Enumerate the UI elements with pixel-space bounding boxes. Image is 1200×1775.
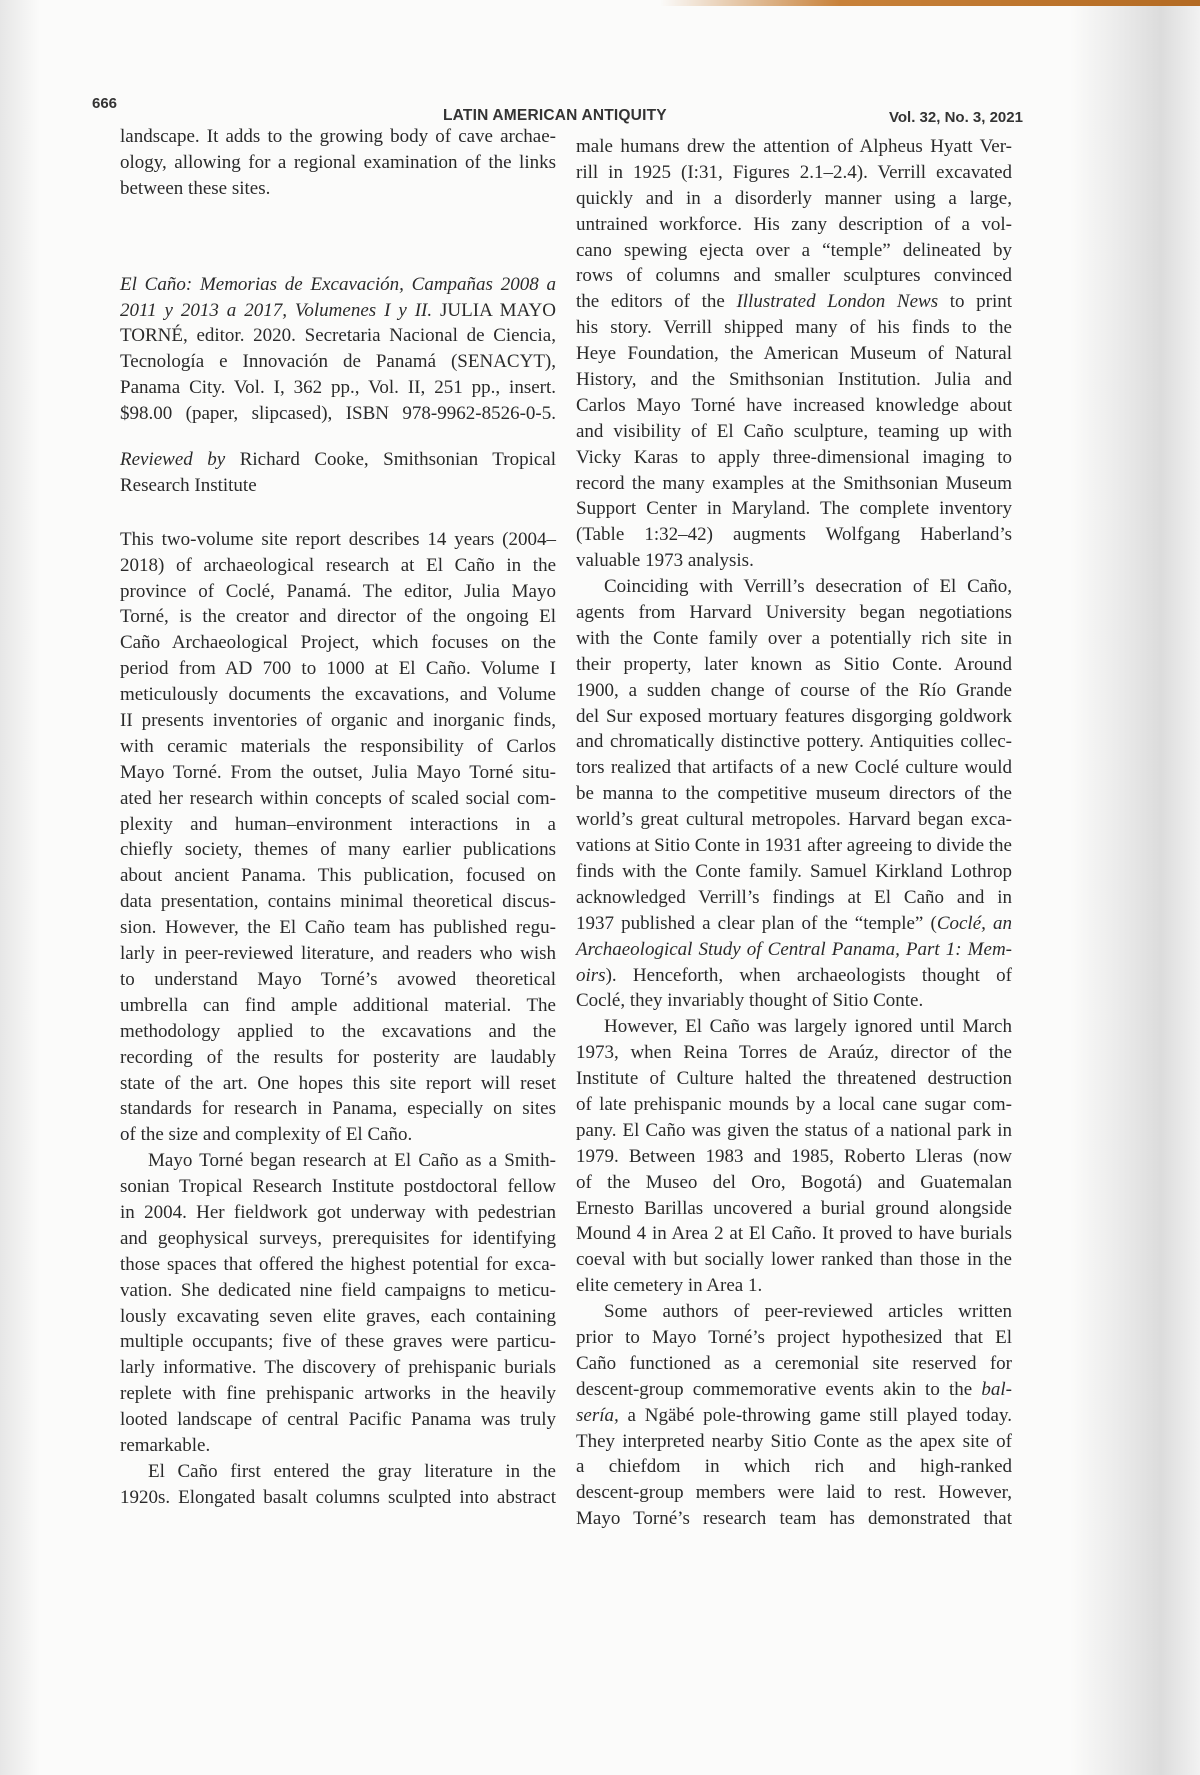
text-line: 1900, a sudden change of course of the Río Grande bbox=[576, 679, 1012, 701]
body-paragraph bbox=[576, 134, 1012, 574]
text-line: recording of the results for posterity are laudably bbox=[120, 1046, 556, 1068]
text-line: larly in peer-reviewed literature, and readers who wish bbox=[120, 943, 556, 965]
continuation-paragraph bbox=[120, 124, 556, 202]
text-line: methodology applied to the excavations and the bbox=[120, 1020, 556, 1042]
reviewer-byline bbox=[120, 447, 556, 499]
reviewer-line bbox=[120, 447, 556, 473]
page-top-edge bbox=[0, 0, 1200, 6]
text-line bbox=[576, 937, 1012, 963]
right-column bbox=[576, 134, 1012, 1532]
text-line: those spaces that offered the highest potential for exca- bbox=[120, 1253, 556, 1275]
text-line: quickly and in a disorderly manner using a large, bbox=[576, 187, 1012, 209]
reviewer-name: Richard Cooke, Smithsonian Tropical bbox=[225, 449, 556, 471]
text-line: El Caño first entered the gray literature in the bbox=[148, 1460, 556, 1482]
page-edge-shadow-left bbox=[0, 0, 40, 1775]
journal-title: LATIN AMERICAN ANTIQUITY bbox=[443, 107, 667, 124]
text-line: in 2004. Her fieldwork got underway with pedestrian bbox=[120, 1201, 556, 1223]
text-span: the editors of the bbox=[576, 291, 737, 313]
text-span: to print bbox=[938, 291, 1013, 313]
text-line: period from AD 700 to 1000 at El Caño. Volume I bbox=[120, 658, 556, 680]
text-span: a Ngäbé pole-throwing game still played today. bbox=[618, 1404, 1012, 1426]
text-line: prior to Mayo Torné’s project hypothesized that El bbox=[576, 1326, 1012, 1348]
text-line: Coinciding with Verrill’s desecration of El Caño, bbox=[604, 576, 1012, 598]
text-line: II presents inventories of organic and inorganic finds, bbox=[120, 710, 556, 732]
text-line: standards for research in Panama, especially on sites bbox=[120, 1098, 556, 1120]
text-line: pany. El Caño was given the status of a national park in bbox=[576, 1119, 1012, 1141]
foreign-term: sería, bbox=[576, 1404, 619, 1426]
text-line: Caño Archaeological Project, which focuses on the bbox=[120, 632, 556, 654]
text-line bbox=[576, 1377, 1012, 1403]
text-line: about ancient Panama. This publication, focused on bbox=[120, 865, 556, 887]
text-line: However, El Caño was largely ignored until March bbox=[604, 1016, 1012, 1038]
text-line: province of Coclé, Panamá. The editor, Julia Mayo bbox=[120, 580, 556, 602]
body-paragraph bbox=[576, 1299, 1012, 1532]
text-line: 1979. Between 1983 and 1985, Roberto Lleras (now bbox=[576, 1145, 1012, 1167]
text-line: Carlos Mayo Torné have increased knowledge about bbox=[576, 394, 1012, 416]
review-citation bbox=[120, 272, 556, 427]
text-line: Mound 4 in Area 2 at El Caño. It proved to have burials bbox=[576, 1223, 1012, 1245]
text-line: rill in 1925 (I:31, Figures 2.1–2.4). Verrill excavated bbox=[576, 161, 1012, 183]
text-line: to understand Mayo Torné’s avowed theoretical bbox=[120, 968, 556, 990]
publication-title: Illustrated London News bbox=[736, 291, 939, 313]
text-line: tors realized that artifacts of a new Coclé culture would bbox=[576, 757, 1012, 779]
citation-line: $98.00 (paper, slipcased), ISBN 978-9962-8526-0-5. bbox=[120, 403, 556, 425]
text-line: descent-group members were laid to rest. However, bbox=[576, 1482, 1012, 1504]
text-line: male humans drew the attention of Alpheus Hyatt Ver- bbox=[576, 136, 1012, 157]
citation-line bbox=[120, 272, 556, 298]
text-line bbox=[576, 911, 1012, 937]
text-line bbox=[576, 289, 1012, 315]
text-line: plexity and human–environment interactions in a bbox=[120, 813, 556, 835]
text-line: elite cemetery in Area 1. bbox=[576, 1275, 763, 1297]
publication-title: oirs bbox=[576, 964, 606, 986]
citation-line: Tecnología e Innovación de Panamá (SENACYT), bbox=[120, 351, 556, 373]
citation-line: Panama City. Vol. I, 362 pp., Vol. II, 251 pp., insert. bbox=[120, 377, 556, 399]
text-line: valuable 1973 analysis. bbox=[576, 550, 754, 572]
publication-title: Archaeological Study of Central Panama, Part 1: Mem- bbox=[576, 938, 1012, 960]
text-line: History, and the Smithsonian Institution. Julia and bbox=[576, 369, 1012, 391]
body-paragraph bbox=[120, 1148, 556, 1459]
text-line: Coclé, they invariably thought of Sitio Conte. bbox=[576, 990, 924, 1012]
text-line: finds with the Conte family. Samuel Kirkland Lothrop bbox=[576, 860, 1012, 882]
citation-line bbox=[120, 298, 556, 324]
text-line: 1973, when Reina Torres de Araúz, director of the bbox=[576, 1042, 1012, 1064]
text-line: of the size and complexity of El Caño. bbox=[120, 1124, 413, 1146]
text-line: his story. Verrill shipped many of his finds to the bbox=[576, 317, 1012, 339]
body-paragraph bbox=[120, 527, 556, 1148]
text-line: vations at Sitio Conte in 1931 after agreeing to divide the bbox=[576, 835, 1012, 857]
page-gutter-shadow bbox=[1070, 0, 1200, 1775]
text-line: world’s great cultural metropoles. Harvard began exca- bbox=[576, 809, 1012, 831]
spacer bbox=[120, 427, 556, 447]
text-line: lously excavating seven elite graves, each containing bbox=[120, 1305, 556, 1327]
text-line: agents from Harvard University began negotiations bbox=[576, 602, 1012, 624]
book-title: El Caño: Memorias de Excavación, Campañas 2008 a bbox=[120, 273, 556, 295]
text-line: of late prehispanic mounds by a local cane sugar com- bbox=[576, 1093, 1012, 1115]
text-line: landscape. It adds to the growing body of cave archae- bbox=[120, 126, 556, 147]
page-number: 666 bbox=[92, 95, 118, 112]
text-line: untrained workforce. His zany description of a vol- bbox=[576, 213, 1012, 235]
text-line: their property, later known as Sitio Conte. Around bbox=[576, 653, 1012, 675]
text-line: of the Museo del Oro, Bogotá) and Guatemalan bbox=[576, 1171, 1012, 1193]
text-line: and geophysical surveys, prerequisites for identifying bbox=[120, 1227, 556, 1249]
text-line: Heye Foundation, the American Museum of Natural bbox=[576, 343, 1012, 365]
book-title: 2011 y 2013 a 2017, Volumenes I y II. bbox=[120, 299, 433, 321]
text-line: looted landscape of central Pacific Panama was truly bbox=[120, 1409, 556, 1431]
book-editor: JULIA MAYO bbox=[432, 299, 556, 321]
text-line: Some authors of peer-reviewed articles written bbox=[604, 1301, 1012, 1323]
text-line: vation. She dedicated nine field campaigns to meticu- bbox=[120, 1279, 556, 1301]
text-line: Mayo Torné began research at El Caño as a Smith- bbox=[148, 1150, 556, 1172]
text-line: meticulously documents the excavations, and Volume bbox=[120, 684, 556, 706]
text-line: with ceramic materials the responsibility of Carlos bbox=[120, 735, 556, 757]
text-line: and visibility of El Caño sculpture, teaming up with bbox=[576, 420, 1012, 442]
text-line: data presentation, contains minimal theoretical discus- bbox=[120, 891, 556, 913]
body-paragraph bbox=[120, 1459, 556, 1511]
text-line: with the Conte family over a potentially rich site in bbox=[576, 627, 1012, 649]
spacer bbox=[120, 202, 556, 272]
text-line: sonian Tropical Research Institute postdoctoral fellow bbox=[120, 1176, 556, 1198]
text-span: 1937 published a clear plan of the “temple” ( bbox=[576, 912, 937, 934]
reviewed-by-label: Reviewed by bbox=[120, 449, 226, 471]
text-line: remarkable. bbox=[120, 1434, 211, 1456]
text-line: cano spewing ejecta over a “temple” delineated by bbox=[576, 239, 1012, 261]
text-line: Mayo Torné’s research team has demonstrated that bbox=[576, 1508, 1012, 1530]
text-line: multiple occupants; five of these graves were particu- bbox=[120, 1331, 556, 1353]
text-line: umbrella can find ample additional material. The bbox=[120, 994, 556, 1016]
text-line: coeval with but socially lower ranked than those in the bbox=[576, 1249, 1012, 1271]
body-paragraph bbox=[576, 574, 1012, 1014]
text-line: a chiefdom in which rich and high-ranked bbox=[576, 1456, 1012, 1478]
text-line bbox=[576, 1403, 1012, 1429]
text-line: They interpreted nearby Sitio Conte as the apex site of bbox=[576, 1430, 1012, 1452]
text-line: 2018) of archaeological research at El Caño in the bbox=[120, 554, 556, 576]
foreign-term: bal- bbox=[981, 1378, 1012, 1400]
text-line bbox=[576, 963, 1012, 989]
text-line: Vicky Karas to apply three-dimensional imaging to bbox=[576, 446, 1012, 468]
text-line: Institute of Culture halted the threatened destruction bbox=[576, 1068, 1012, 1090]
text-line: and chromatically distinctive pottery. Antiquities collec- bbox=[576, 731, 1012, 753]
left-column bbox=[120, 124, 556, 1511]
text-line: between these sites. bbox=[120, 177, 271, 199]
text-line: Caño functioned as a ceremonial site reserved for bbox=[576, 1352, 1012, 1374]
text-line: record the many examples at the Smithsonian Museum bbox=[576, 472, 1012, 494]
body-paragraph bbox=[576, 1014, 1012, 1299]
text-line: acknowledged Verrill’s findings at El Caño and in bbox=[576, 886, 1012, 908]
text-line: Mayo Torné. From the outset, Julia Mayo Torné situ- bbox=[120, 761, 556, 783]
text-line: be manna to the competitive museum directors of the bbox=[576, 783, 1012, 805]
text-line: state of the art. One hopes this site report will reset bbox=[120, 1072, 556, 1094]
text-line: Torné, is the creator and director of the ongoing El bbox=[120, 606, 556, 628]
text-line: (Table 1:32–42) augments Wolfgang Haberland’s bbox=[576, 524, 1012, 546]
citation-line: TORNÉ, editor. 2020. Secretaria Nacional de Ciencia, bbox=[120, 325, 556, 347]
publication-title: Coclé, an bbox=[936, 912, 1012, 934]
text-line: Ernesto Barillas uncovered a burial ground alongside bbox=[576, 1197, 1012, 1219]
text-span: ). Henceforth, when archaeologists thought of bbox=[605, 964, 1012, 986]
text-line: rows of columns and smaller sculptures convinced bbox=[576, 265, 1012, 287]
spacer bbox=[120, 499, 556, 527]
volume-info: Vol. 32, No. 3, 2021 bbox=[889, 109, 1023, 126]
text-line: This two-volume site report describes 14 years (2004– bbox=[120, 528, 556, 550]
text-line: ated her research within concepts of scaled social com- bbox=[120, 787, 556, 809]
text-line: chiefly society, themes of many earlier publications bbox=[120, 839, 556, 861]
reviewer-affiliation: Research Institute bbox=[120, 474, 257, 496]
text-line: del Sur exposed mortuary features disgorging goldwork bbox=[576, 705, 1012, 727]
text-line: sion. However, the El Caño team has published regu- bbox=[120, 917, 556, 939]
text-line: replete with fine prehispanic artworks in the heavily bbox=[120, 1383, 556, 1405]
text-span: descent-group commemorative events akin to the bbox=[576, 1378, 982, 1400]
text-line: Support Center in Maryland. The complete inventory bbox=[576, 498, 1012, 520]
text-line: 1920s. Elongated basalt columns sculpted into abstract bbox=[120, 1486, 556, 1508]
text-line: larly informative. The discovery of prehispanic burials bbox=[120, 1357, 556, 1379]
text-line: ology, allowing for a regional examination of the links bbox=[120, 151, 556, 173]
